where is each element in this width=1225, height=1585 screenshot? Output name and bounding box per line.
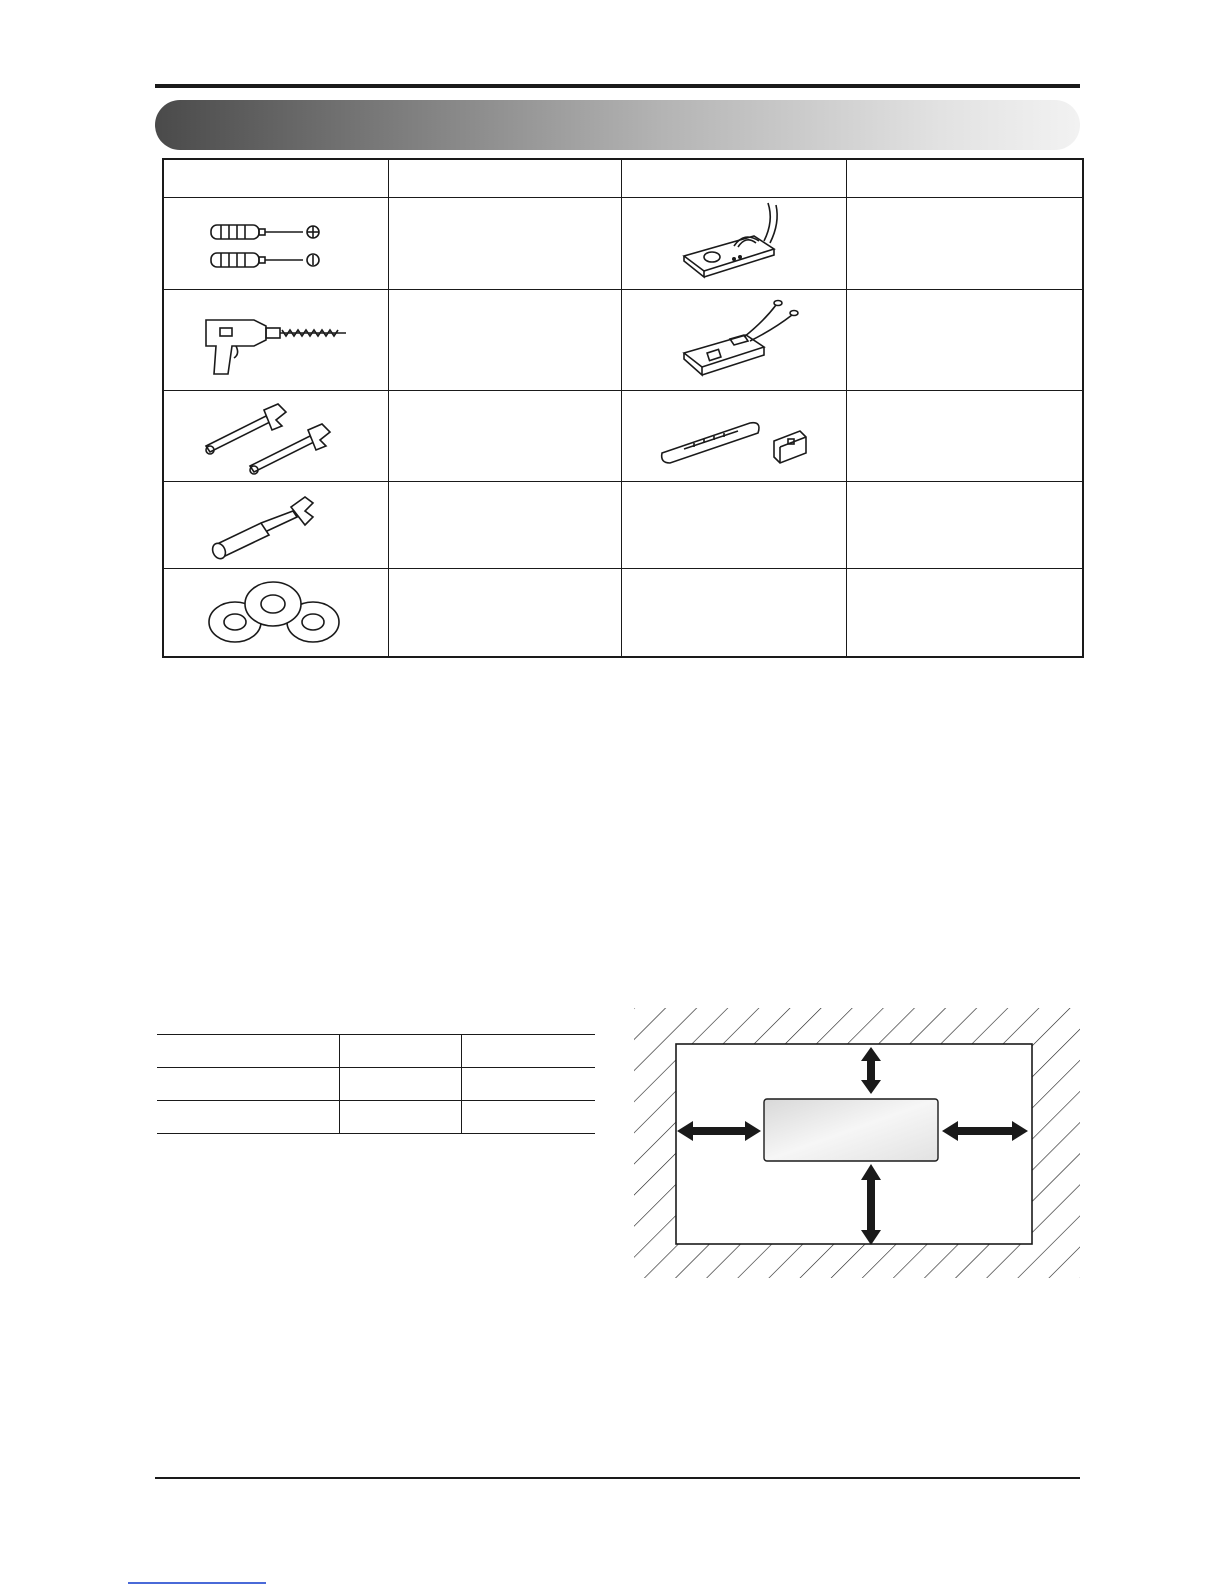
tool-image-cell [163, 197, 388, 289]
spec-cell [157, 1068, 339, 1101]
tool-name-cell [388, 197, 621, 289]
ammeter-icon [664, 201, 804, 286]
bottom-rule [155, 1477, 1080, 1479]
table-row [157, 1068, 595, 1101]
spec-cell [461, 1101, 595, 1134]
spec-cell [461, 1068, 595, 1101]
adjustable-wrenches-icon [196, 396, 356, 476]
clearance-diagram [634, 1008, 1080, 1278]
tools-header-cell [163, 159, 388, 197]
tool-image-cell [621, 390, 846, 481]
tool-image-cell [163, 481, 388, 568]
top-rule [155, 84, 1080, 88]
tool-name-cell [388, 390, 621, 481]
tool-name-cell [846, 289, 1083, 390]
tool-image-cell [621, 289, 846, 390]
tool-image-cell [163, 568, 388, 657]
tool-image-cell [163, 289, 388, 390]
vinyl-tape-rolls-icon [201, 572, 351, 652]
section-title-bar [155, 100, 1080, 150]
table-row [163, 568, 1083, 657]
tool-name-cell [846, 197, 1083, 289]
empty-cell [621, 568, 846, 657]
table-row [163, 289, 1083, 390]
spec-table [157, 1034, 595, 1134]
gas-leak-detector-icon [664, 295, 804, 385]
spec-cell [339, 1068, 461, 1101]
spec-cell [461, 1035, 595, 1068]
electric-drill-icon [196, 300, 356, 380]
tool-image-cell [163, 390, 388, 481]
tool-name-cell [846, 568, 1083, 657]
thermometer-level-icon [654, 401, 814, 471]
tools-table-header-row [163, 159, 1083, 197]
tools-table [162, 158, 1084, 658]
spec-cell [339, 1101, 461, 1134]
spec-cell [339, 1035, 461, 1068]
screwdrivers-icon [201, 208, 351, 278]
tools-header-cell [621, 159, 846, 197]
torque-wrench-icon [201, 485, 351, 565]
table-row [157, 1101, 595, 1134]
tools-header-cell [388, 159, 621, 197]
tools-header-cell [846, 159, 1083, 197]
indoor-unit-icon [764, 1099, 938, 1161]
footer-link-underline[interactable] [128, 1582, 266, 1584]
empty-cell [621, 481, 846, 568]
tool-name-cell [846, 390, 1083, 481]
tool-image-cell [621, 197, 846, 289]
spec-cell [157, 1101, 339, 1134]
tool-name-cell [388, 481, 621, 568]
spec-cell [157, 1035, 339, 1068]
table-row [163, 390, 1083, 481]
table-row [157, 1035, 595, 1068]
tool-name-cell [388, 568, 621, 657]
tool-name-cell [846, 481, 1083, 568]
table-row [163, 481, 1083, 568]
table-row [163, 197, 1083, 289]
tool-name-cell [388, 289, 621, 390]
